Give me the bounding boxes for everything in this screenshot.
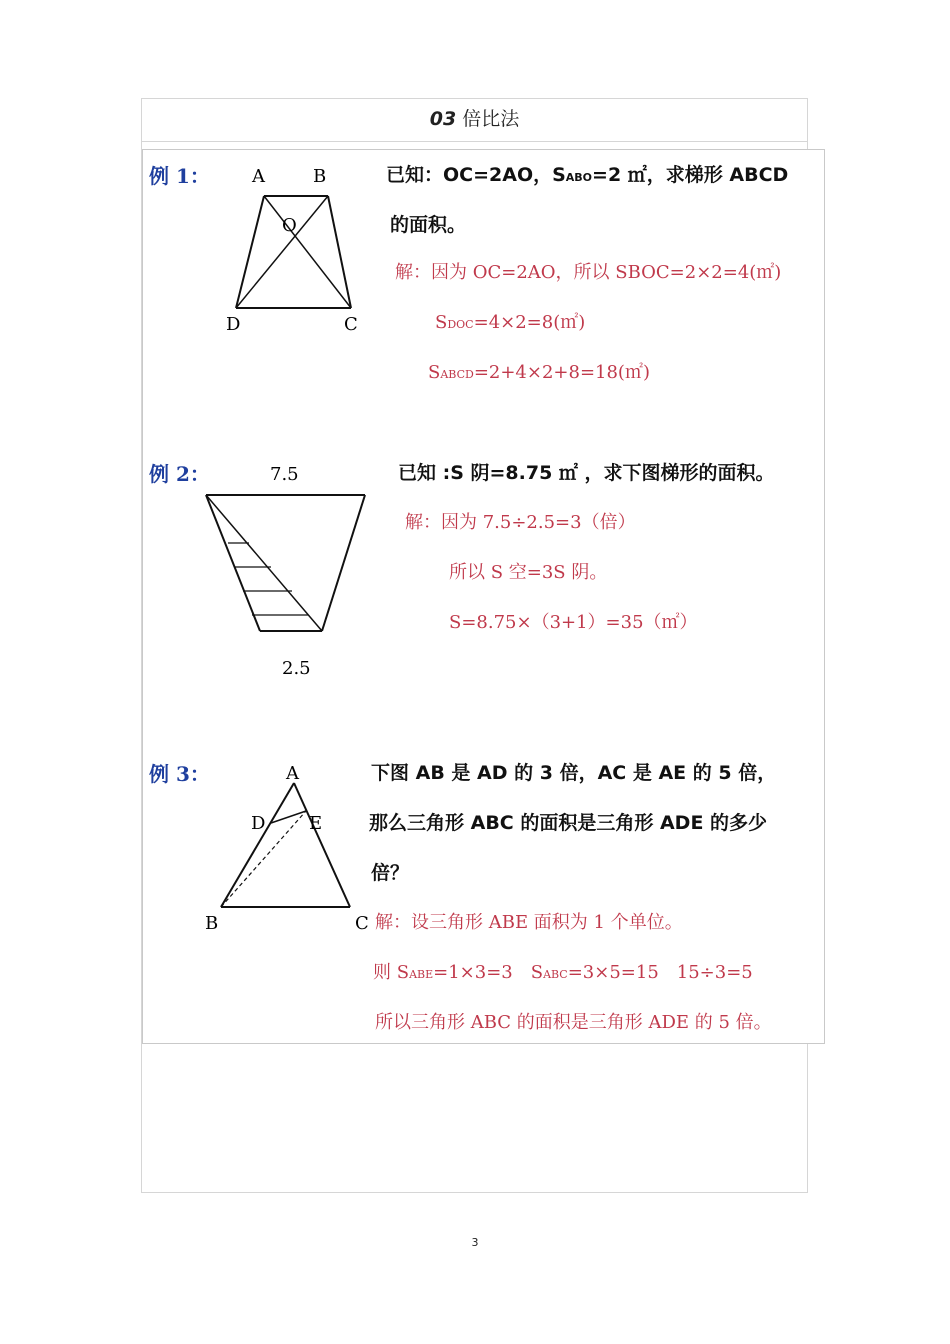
e1-point-C: C	[344, 314, 358, 333]
example2-solution-line2: 所以 S 空=3S 阴。	[449, 562, 608, 583]
example1-solution-line2: SDOC=4×2=8(㎡)	[435, 312, 586, 333]
e3-point-B: B	[205, 913, 219, 934]
section-number: 03	[429, 108, 457, 130]
example3-label: 例 3：	[149, 762, 210, 786]
e1-point-A: A	[252, 166, 265, 187]
example3-solution-line1: 解：设三角形 ABE 面积为 1 个单位。	[375, 912, 683, 933]
e1-point-O: O	[282, 215, 297, 236]
example2-solution-line1: 解：因为 7.5÷2.5=3（倍）	[405, 512, 636, 533]
example1-label: 例 1：	[149, 164, 210, 188]
example3-solution-line2: 则 SABE=1×3=3 SABC=3×5=15 15÷3=5	[373, 962, 753, 983]
e3-point-C: C	[355, 913, 369, 934]
e3-point-A: A	[286, 763, 299, 784]
example2-solution-line3: S=8.75×（3+1）=35（㎡）	[449, 612, 698, 633]
frame-divider	[141, 141, 808, 142]
example1-solution-line3: SABCD=2+4×2+8=18(㎡)	[428, 362, 650, 383]
page-number: 3	[471, 1236, 479, 1249]
example1-question-line2: 的面积。	[390, 214, 467, 236]
section-title-text: 倍比法	[462, 108, 520, 130]
e2-top-value: 7.5	[270, 464, 299, 485]
examples-image	[142, 149, 825, 1044]
example2-label: 例 2：	[149, 462, 210, 486]
example1-solution-line1: 解：因为 OC=2AO，所以 SBOC=2×2=4(㎡)	[395, 262, 782, 283]
e2-bottom-value: 2.5	[282, 658, 311, 679]
e3-point-D: D	[251, 813, 266, 834]
example1-trapezoid-figure	[218, 158, 368, 333]
example2-question: 已知 :S 阴=8.75 ㎡ ，求下图梯形的面积。	[398, 462, 775, 484]
example1-question-line1: 已知：OC=2AO，SABO=2 ㎡，求梯形 ABCD	[386, 164, 789, 186]
example2-trapezoid-figure	[198, 455, 378, 680]
e1-point-B: B	[313, 166, 327, 187]
e1-point-D: D	[226, 314, 241, 333]
example3-question-line3: 倍？	[371, 862, 410, 884]
example3-solution-line3: 所以三角形 ABC 的面积是三角形 ADE 的 5 倍。	[375, 1012, 772, 1033]
section-title	[141, 104, 808, 131]
example3-question-line1: 下图 AB 是 AD 的 3 倍，AC 是 AE 的 5 倍，	[371, 762, 777, 784]
example3-question-line2: 那么三角形 ABC 的面积是三角形 ADE 的多少	[369, 812, 768, 834]
e3-point-E: E	[309, 813, 323, 834]
example3-triangle-figure	[193, 755, 383, 940]
